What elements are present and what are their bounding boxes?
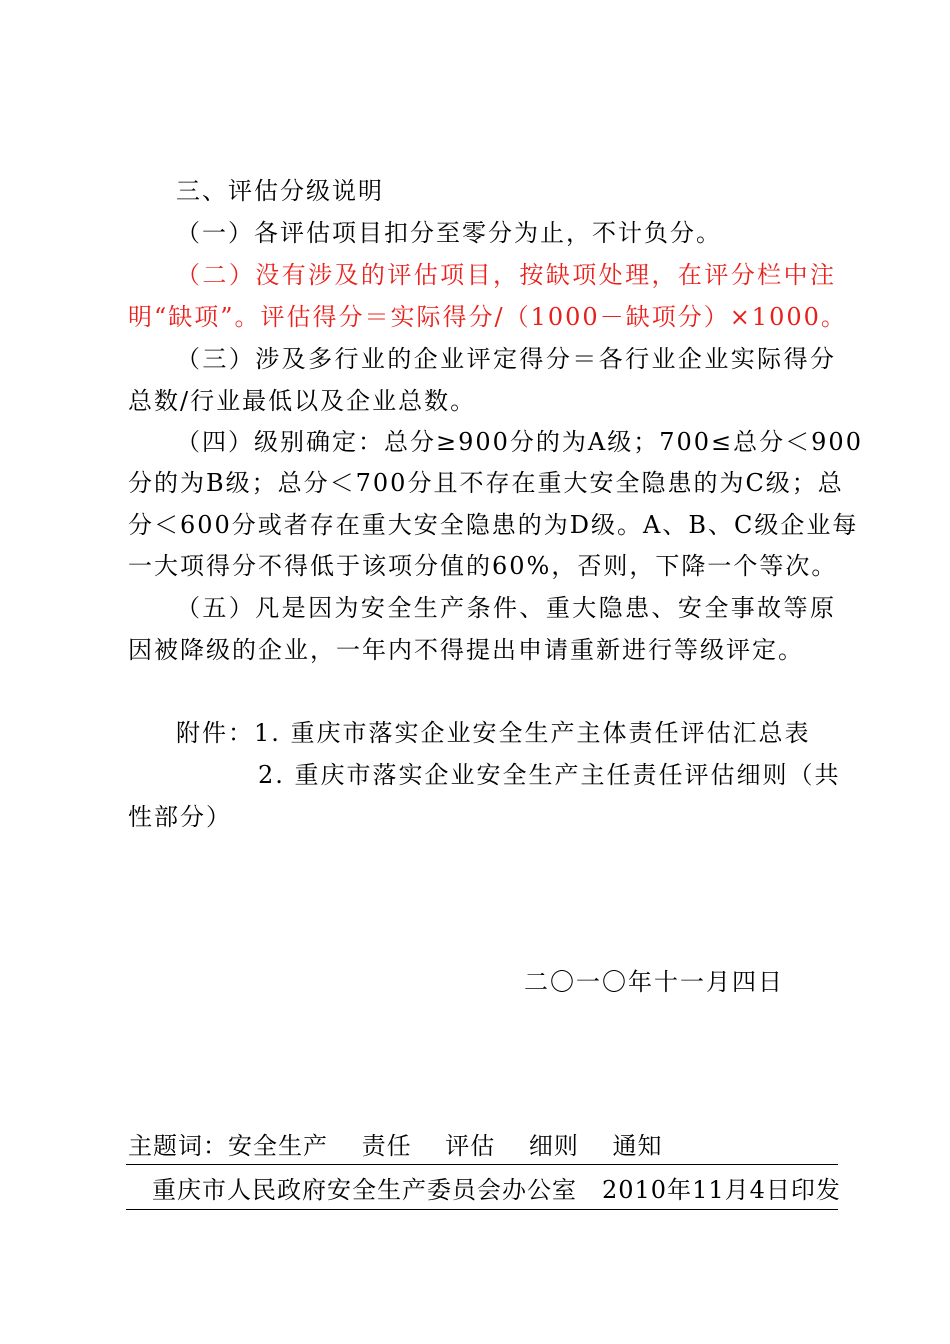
section-heading: 三、评估分级说明 [176, 177, 384, 205]
item-5-line-2: 因被降级的企业，一年内不得提出申请重新进行等级评定。 [128, 636, 804, 664]
attachment-line-3: 性部分） [128, 803, 232, 831]
issuer-line: 重庆市人民政府安全生产委员会办公室 2010年11月4日印发 [152, 1176, 841, 1204]
item-3-line-2: 总数/行业最低以及企业总数。 [128, 387, 477, 415]
issue-date: 二〇一〇年十一月四日 [524, 968, 784, 996]
footer-divider-top [126, 1164, 838, 1165]
keywords: 主题词：安全生产 责任 评估 细则 通知 [128, 1132, 663, 1160]
item-4-line-3: 分＜600分或者存在重大安全隐患的为D级。A、B、C级企业每 [128, 511, 859, 539]
attachment-line-1: 附件：1. 重庆市落实企业安全生产主体责任评估汇总表 [176, 719, 811, 747]
item-3-line-1: （三）涉及多行业的企业评定得分＝各行业企业实际得分 [176, 345, 836, 373]
item-2-line-1: （二）没有涉及的评估项目，按缺项处理，在评分栏中注 [176, 261, 836, 289]
item-1: （一）各评估项目扣分至零分为止，不计负分。 [176, 219, 722, 247]
item-4-line-4: 一大项得分不得低于该项分值的60%，否则，下降一个等次。 [128, 552, 838, 580]
item-4-line-2: 分的为B级；总分＜700分且不存在重大安全隐患的为C级；总 [128, 469, 844, 497]
item-5-line-1: （五）凡是因为安全生产条件、重大隐患、安全事故等原 [176, 594, 836, 622]
item-4-line-1: （四）级别确定：总分≥900分的为A级；700≤总分＜900 [176, 428, 863, 456]
item-2-line-2: 明“缺项”。评估得分＝实际得分/（1000－缺项分）×1000。 [128, 303, 847, 331]
footer-divider-bottom [126, 1209, 838, 1210]
attachment-line-2: 2. 重庆市落实企业安全生产主任责任评估细则（共 [258, 761, 841, 789]
